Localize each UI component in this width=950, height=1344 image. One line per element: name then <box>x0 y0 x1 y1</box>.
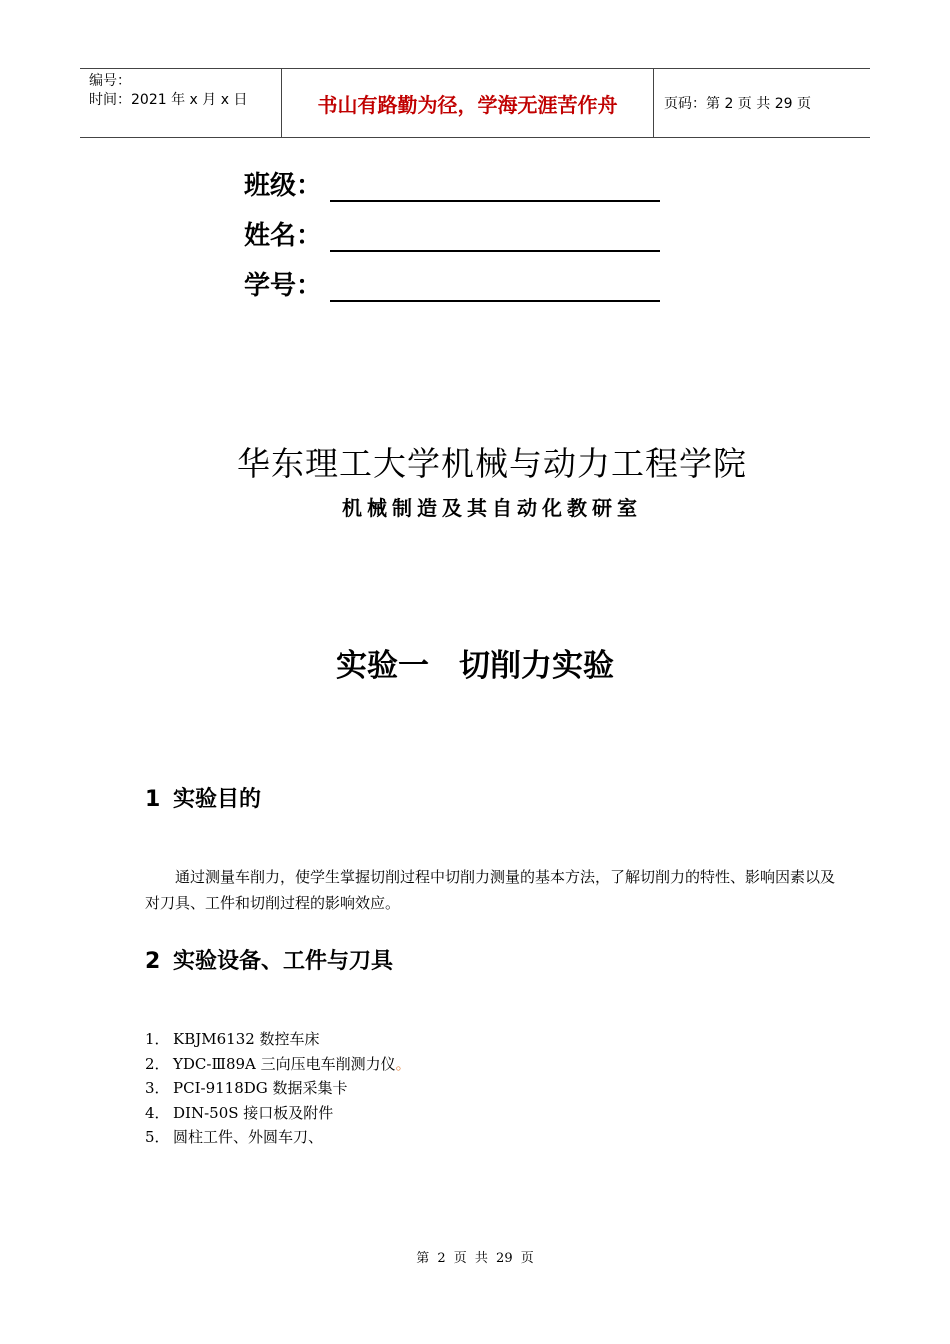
list-item-number: 1． <box>145 1030 170 1048</box>
class-blank-line[interactable] <box>330 172 660 202</box>
list-item-number: 5． <box>145 1128 170 1146</box>
page-label: 页码：第 2 页 共 29 页 <box>664 96 811 112</box>
list-item-text: 圆柱工件、外圆车刀、 <box>173 1128 324 1146</box>
header-meta-cell <box>80 69 282 137</box>
list-item <box>145 1027 411 1052</box>
list-item-text: PCI-9118DG 数据采集卡 <box>173 1079 348 1097</box>
list-item-text: KBJM6132 数控车床 <box>173 1030 320 1048</box>
section-number: 2 <box>145 949 161 974</box>
list-item-number: 2． <box>145 1054 170 1073</box>
section-heading <box>145 782 261 813</box>
section-title: 实验目的 <box>173 787 262 812</box>
page-header <box>80 68 870 138</box>
list-item-mark: 。 <box>395 1054 411 1073</box>
experiment-number: 实验一 <box>336 648 429 684</box>
list-item-text: YDC-Ⅲ89A 三向压电车削测力仪 <box>173 1054 396 1073</box>
list-item-number: 4． <box>145 1103 170 1122</box>
page-footer: 第 2 页 共 29 页 <box>416 1251 534 1266</box>
name-field <box>244 216 660 252</box>
purpose-paragraph: 通过测量车削力，使学生掌握切削过程中切削力测量的基本方法，了解切削力的特性、影响因素以及对刀具、工件和切削过程的影响效应。 <box>145 868 836 912</box>
office-name: 机械制造及其自动化教研室 <box>342 496 642 520</box>
list-item <box>145 1101 411 1126</box>
section-number: 1 <box>145 787 161 812</box>
experiment-title <box>0 640 950 685</box>
time-label: 时间：2021 年 x 月 x 日 <box>89 92 248 108</box>
institute-name: 华东理工大学机械与动力工程学院 <box>237 444 747 483</box>
list-item <box>145 1076 411 1101</box>
section-heading <box>145 944 393 975</box>
equipment-list <box>145 1027 411 1150</box>
list-item-number: 3． <box>145 1079 170 1097</box>
name-label: 姓名： <box>244 221 323 251</box>
header-motto-cell <box>282 69 654 137</box>
list-item <box>145 1052 411 1077</box>
list-item-text: DIN-50S 接口板及附件 <box>173 1103 334 1122</box>
student-id-field <box>244 266 660 302</box>
class-field <box>244 166 660 202</box>
name-blank-line[interactable] <box>330 222 660 252</box>
list-item <box>145 1125 411 1150</box>
student-id-blank-line[interactable] <box>330 272 660 302</box>
experiment-name: 切削力实验 <box>459 648 614 684</box>
class-label: 班级： <box>244 171 323 201</box>
motto: 书山有路勤为径，学海无涯苦作舟 <box>317 92 618 117</box>
header-page-cell <box>654 69 870 137</box>
student-id-label: 学号： <box>244 271 323 301</box>
number-label: 编号： <box>89 73 131 89</box>
section-title: 实验设备、工件与刀具 <box>173 949 394 974</box>
